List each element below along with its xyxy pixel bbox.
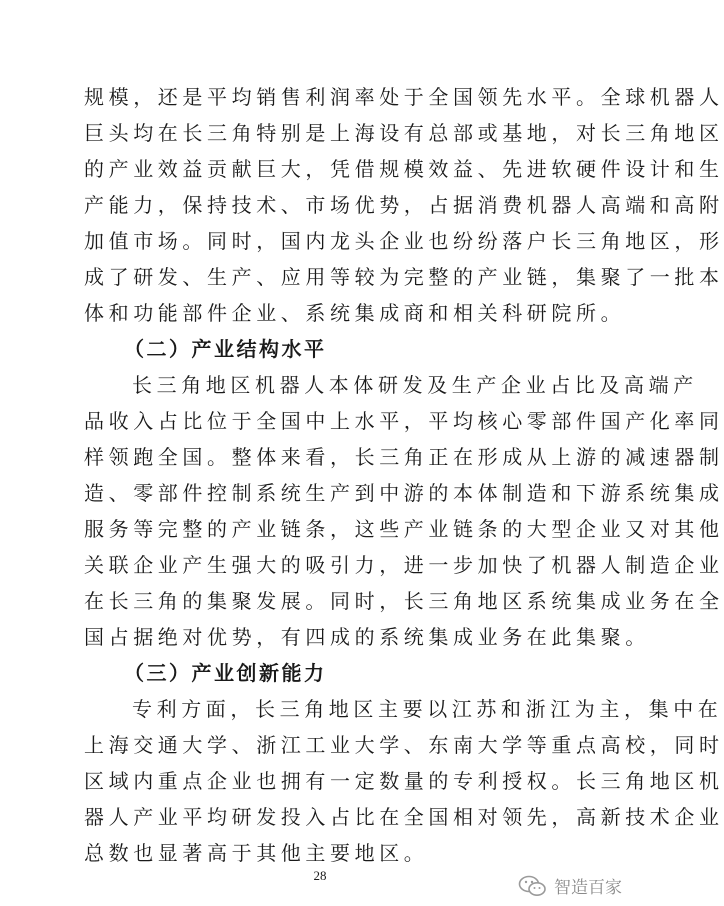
body-line: 造、零部件控制系统生产到中游的本体制造和下游系统集成: [84, 481, 724, 505]
body-line: 的产业效益贡献巨大，凭借规模效益、先进软硬件设计和生: [84, 157, 724, 181]
body-line: 专利方面，长三角地区主要以江苏和浙江为主，集中在: [132, 697, 723, 721]
watermark-text: 智造百家: [554, 878, 622, 898]
wechat-icon: [518, 874, 548, 898]
watermark: [518, 873, 622, 898]
body-line: 关联企业产生强大的吸引力，进一步加快了机器人制造企业: [84, 553, 724, 577]
body-line: 规模，还是平均销售利润率处于全国领先水平。全球机器人: [84, 85, 724, 109]
body-line: 加值市场。同时，国内龙头企业也纷纷落户长三角地区，形: [84, 229, 724, 253]
body-line: 长三角地区机器人本体研发及生产企业占比及高端产: [132, 373, 698, 397]
body-line: 体和功能部件企业、系统集成商和相关科研院所。: [84, 301, 626, 325]
body-line: 服务等完整的产业链条，这些产业链条的大型企业又对其他: [84, 517, 724, 541]
body-line: 区域内重点企业也拥有一定数量的专利授权。长三角地区机: [84, 769, 724, 793]
body-line: 巨头均在长三角特别是上海设有总部或基地，对长三角地区: [84, 121, 724, 145]
body-line: 品收入占比位于全国中上水平，平均核心零部件国产化率同: [84, 409, 724, 433]
body-line: 国占据绝对优势，有四成的系统集成业务在此集聚。: [84, 625, 650, 649]
body-line: 样领跑全国。整体来看，长三角正在形成从上游的减速器制: [84, 445, 724, 469]
body-line: 总数也显著高于其他主要地区。: [84, 841, 429, 865]
body-line: 器人产业平均研发投入占比在全国相对领先，高新技术企业: [84, 805, 724, 829]
body-line: 成了研发、生产、应用等较为完整的产业链，集聚了一批本: [84, 265, 724, 289]
body-line: 产能力，保持技术、市场优势，占据消费机器人高端和高附: [84, 193, 724, 217]
body-line: 在长三角的集聚发展。同时，长三角地区系统集成业务在全: [84, 589, 724, 613]
section-heading-structure: （二）产业结构水平: [124, 337, 327, 361]
body-line: 上海交通大学、浙江工业大学、东南大学等重点高校，同时: [84, 733, 724, 757]
section-heading-innovation: （三）产业创新能力: [124, 661, 327, 685]
page-number: 28: [313, 868, 327, 883]
